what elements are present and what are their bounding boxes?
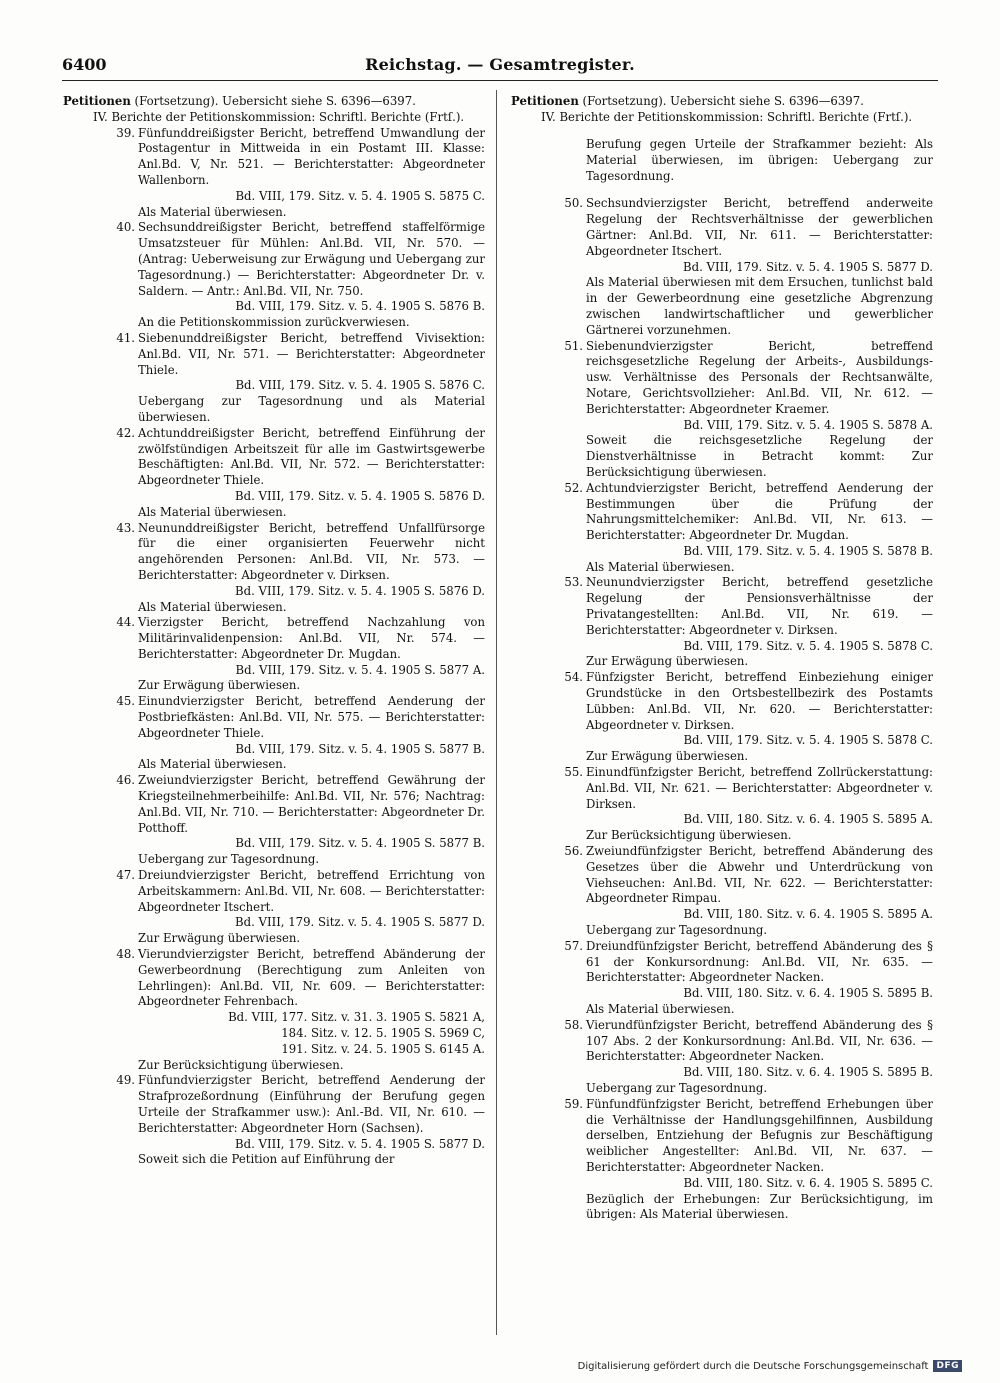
index-entry: [63, 521, 485, 616]
entry-body: [586, 196, 933, 338]
session-reference: Bd. VIII, 180. Sitz. v. 6. 4. 1905 S. 5895 A.: [683, 812, 933, 827]
header-rule: [62, 80, 938, 81]
index-entry: [63, 947, 485, 1073]
entry-text: Sechsunddreißigster Bericht, betreffend staffelförmige Umsatzsteuer für Mühlen: Anl.Bd. VII, Nr. 570. — (Antrag: Ueberweisung zur Erwägung und Uebergang zur Tagesordnung.) — Berichterstatter: Abgeordneter Dr. v. Saldern. — Antr.: Anl.Bd. VII, Nr. 750.: [138, 220, 485, 298]
session-reference: Bd. VIII, 179. Sitz. v. 5. 4. 1905 S. 5878 C.: [683, 638, 933, 653]
section-heading-bold: Petitionen: [511, 94, 579, 108]
index-entry: [511, 844, 933, 939]
session-reference: Bd. VIII, 179. Sitz. v. 5. 4. 1905 S. 5877 B.: [235, 836, 485, 851]
entry-decision: Bezüglich der Erhebungen: Zur Berücksichtigung, im übrigen: Als Material überwiesen.: [586, 1191, 933, 1222]
session-reference: Bd. VIII, 179. Sitz. v. 5. 4. 1905 S. 5878 B.: [683, 543, 933, 558]
entry-body: [138, 521, 485, 616]
entry-decision: Zur Berücksichtigung überwiesen.: [586, 828, 792, 843]
entry-decision: Als Material überwiesen.: [138, 757, 287, 772]
column-divider: [496, 90, 497, 1335]
entry-number: 54.: [564, 670, 583, 685]
index-entry: [511, 670, 933, 765]
entry-text: Sechsundvierzigster Bericht, betreffend anderweite Regelung der Rechtsverhältnisse der gewerblichen Gärtner: Anl.Bd. VII, Nr. 611. — Berichterstatter: Abgeordneter Itschert.: [586, 196, 933, 258]
entry-decision: Uebergang zur Tagesordnung und als Material überwiesen.: [138, 394, 485, 424]
entry-text: Neununddreißigster Bericht, betreffend Unfallfürsorge für die einer organisierten Feuerwehr nicht angehörenden Personen: Anl.Bd. VII, Nr. 573. — Berichterstatter: Abgeordneter v. Dirksen.: [138, 520, 485, 582]
entry-body: [586, 1097, 933, 1223]
entry-decision: Zur Erwägung überwiesen.: [586, 749, 749, 764]
entry-body: [138, 426, 485, 521]
entry-decision: Als Material überwiesen mit dem Ersuchen, tunlichst bald in der Gewerbeordnung eine gesetzliche Abgrenzung zwischen landwirtschaftlicher und gewerblicher Gärtnerei vorzunehmen.: [586, 275, 933, 337]
entry-number: 55.: [564, 765, 583, 780]
session-reference: Bd. VIII, 179. Sitz. v. 5. 4. 1905 S. 5878 A.: [683, 417, 933, 432]
session-reference: Bd. VIII, 179. Sitz. v. 5. 4. 1905 S. 5876 C.: [235, 378, 485, 393]
entry-body: [138, 220, 485, 331]
entry-decision: Als Material überwiesen.: [586, 1002, 735, 1016]
entry-text: Achtunddreißigster Bericht, betreffend Einführung der zwölfstündigen Arbeitszeit für alle im Gastwirtsgewerbe Beschäftigten: Anl.Bd. VII, Nr. 572. — Berichterstatter: Abgeordneter Thiele.: [138, 425, 485, 488]
entry-body: [138, 1073, 485, 1168]
page-number: 6400: [62, 55, 107, 74]
entry-text: Fünfzigster Bericht, betreffend Einbeziehung einiger Grundstücke in den Ortsbestellbezirk des Postamts Lübben: Anl.Bd. VII, Nr. 620. — Berichterstatter: Abgeordneter v. Dirksen.: [586, 670, 933, 732]
index-entry: [511, 1018, 933, 1097]
entry-text: Achtundvierzigster Bericht, betreffend Aenderung der Bestimmungen über die Prüfung der Nahrungsmittelchemiker: Anl.Bd. VII, Nr. 613. — Berichterstatter: Abgeordneter Dr. Mugdan.: [586, 480, 933, 543]
index-entry: [63, 426, 485, 521]
session-reference: Bd. VIII, 179. Sitz. v. 5. 4. 1905 S. 5876 D.: [235, 583, 485, 598]
entry-text: Vierundvierzigster Bericht, betreffend Abänderung der Gewerbeordnung (Berechtigung zum Anleiten von Lehrlingen): Anl.Bd. VII, Nr. 609. — Berichterstatter: Abgeordneter Fehrenbach.: [138, 947, 485, 1009]
entry-number: 59.: [564, 1096, 583, 1111]
index-entry: [63, 868, 485, 947]
entry-decision: Soweit die reichsgesetzliche Regelung der Dienstverhältnisse in Betracht kommt: Zur Berücksichtigung überwiesen.: [586, 433, 933, 479]
entry-body: [138, 694, 485, 773]
entry-number: 46.: [116, 773, 135, 788]
entry-body: [138, 773, 485, 868]
index-entry: [63, 694, 485, 773]
entry-decision: Soweit sich die Petition auf Einführung der: [138, 1152, 395, 1167]
session-reference: Bd. VIII, 179. Sitz. v. 5. 4. 1905 S. 5877 A.: [235, 662, 485, 677]
entry-number: 57.: [564, 938, 583, 953]
entry-decision: An die Petitionskommission zurückverwiesen.: [138, 315, 410, 330]
entry-number: 50.: [564, 196, 583, 211]
dfg-logo: DFG: [933, 1360, 962, 1372]
entry-number: 47.: [116, 868, 135, 883]
index-entry: [511, 1097, 933, 1223]
index-entry: [63, 126, 485, 221]
entry-body: [586, 481, 933, 576]
session-reference: Bd. VIII, 180. Sitz. v. 6. 4. 1905 S. 5895 A.: [683, 907, 933, 922]
entry-body: [138, 947, 485, 1073]
entry-number: 52.: [564, 480, 583, 495]
session-reference: Bd. VIII, 179. Sitz. v. 5. 4. 1905 S. 5877 B.: [235, 741, 485, 756]
entry-decision: Zur Erwägung überwiesen.: [138, 678, 301, 693]
entry-list: [511, 196, 933, 1223]
session-reference: Bd. VIII, 180. Sitz. v. 6. 4. 1905 S. 5895 B.: [683, 986, 933, 1001]
entry-body: [138, 615, 485, 694]
entry-number: 48.: [116, 947, 135, 962]
entry-number: 45.: [116, 694, 135, 709]
entry-decision: Als Material überwiesen.: [138, 599, 287, 614]
entry-body: [586, 339, 933, 481]
session-reference: Bd. VIII, 179. Sitz. v. 5. 4. 1905 S. 5877 D.: [683, 259, 933, 274]
entry-number: 42.: [116, 425, 135, 440]
entry-number: 56.: [564, 844, 583, 859]
entry-decision: Als Material überwiesen.: [138, 204, 287, 219]
section-heading-rest: (Fortsetzung). Uebersicht siehe S. 6396—6397.: [130, 94, 416, 108]
running-title: Reichstag. — Gesamtregister.: [365, 55, 635, 74]
entry-text: Siebenundvierzigster Bericht, betreffend reichsgesetzliche Regelung der Arbeits-, Ausbildungs- usw. Verhältnisse des Personals der Rechtsanwälte, Notare, Gerichtsvollzieher: Anl.Bd. VII, Nr. 612. — Berichterstatter: Abgeordneter Kraemer.: [586, 338, 933, 416]
entry-decision: Uebergang zur Tagesordnung.: [586, 923, 768, 938]
entry-number: 53.: [564, 575, 583, 590]
session-reference: Bd. VIII, 179. Sitz. v. 5. 4. 1905 S. 5877 D.: [235, 915, 485, 930]
session-reference: Bd. VIII, 179. Sitz. v. 5. 4. 1905 S. 5878 C.: [683, 733, 933, 748]
entry-text: Zweiundvierzigster Bericht, betreffend Gewährung der Kriegsteilnehmerbeihilfe: Anl.Bd. VII, Nr. 576; Nachtrag: Anl.Bd. VII, Nr. 710. — Berichterstatter: Abgeordneter Dr. Potthoff.: [138, 773, 485, 835]
session-reference: 184. Sitz. v. 12. 5. 1905 S. 5969 C,: [281, 1026, 485, 1041]
continuation-text: Berufung gegen Urteile der Strafkammer bezieht: Als Material überwiesen, im übrigen: Uebergang zur Tagesordnung.: [586, 137, 933, 183]
entry-text: Dreiundvierzigster Bericht, betreffend Errichtung von Arbeitskammern: Anl.Bd. VII, Nr. 608. — Berichterstatter: Abgeordneter Itschert.: [138, 868, 485, 914]
entry-text: Fünfundfünfzigster Bericht, betreffend Erhebungen über die Verhältnisse der Handlungsgehilfinnen, Ausbildung derselben, Entziehung der Befugnis zur Beschäftigung weiblicher Angestellter: Anl.Bd. VII, Nr. 637. — Berichterstatter: Abgeordneter Nacken.: [586, 1096, 933, 1174]
index-entry: [511, 339, 933, 481]
session-reference: Bd. VIII, 179. Sitz. v. 5. 4. 1905 S. 5877 D.: [235, 1136, 485, 1151]
index-entry: [63, 1073, 485, 1168]
section-heading: [511, 94, 933, 110]
entry-decision: Uebergang zur Tagesordnung.: [586, 1080, 768, 1095]
entry-number: 51.: [564, 338, 583, 353]
footer: [578, 1360, 962, 1372]
entry-body: [586, 939, 933, 1018]
entry-text: Zweiundfünfzigster Bericht, betreffend Abänderung des Gesetzes über die Abwehr und Unterdrückung von Viehseuchen: Anl.Bd. VII, Nr. 622. — Berichterstatter: Abgeordneter Rimpau.: [586, 844, 933, 906]
entry-text: Einundfünfzigster Bericht, betreffend Zollrückerstattung: Anl.Bd. VII, Nr. 621. — Berichterstatter: Abgeordneter v. Dirksen.: [586, 765, 933, 811]
entry-list: [63, 126, 485, 1169]
entry-number: 44.: [116, 615, 135, 630]
entry-body: [586, 765, 933, 844]
index-entry: [63, 331, 485, 426]
section-heading-bold: Petitionen: [63, 94, 131, 108]
entry-text: Einundvierzigster Bericht, betreffend Aenderung der Postbriefkästen: Anl.Bd. VII, Nr. 575. — Berichterstatter: Abgeordneter Thiele.: [138, 694, 485, 740]
session-reference: Bd. VIII, 180. Sitz. v. 6. 4. 1905 S. 5895 B.: [683, 1065, 933, 1080]
session-reference: 191. Sitz. v. 24. 5. 1905 S. 6145 A.: [281, 1041, 485, 1056]
entry-body: [138, 126, 485, 221]
session-reference: Bd. VIII, 179. Sitz. v. 5. 4. 1905 S. 5876 B.: [235, 299, 485, 314]
entry-number: 58.: [564, 1017, 583, 1032]
entry-number: 49.: [116, 1073, 135, 1088]
entry-number: 43.: [116, 520, 135, 535]
entry-number: 39.: [116, 125, 135, 140]
entry-body: [586, 1018, 933, 1097]
entry-text: Vierzigster Bericht, betreffend Nachzahlung von Militärinvalidenpension: Anl.Bd. VII, Nr. 574. — Berichterstatter: Abgeordneter Dr. Mugdan.: [138, 615, 485, 661]
session-reference: Bd. VIII, 179. Sitz. v. 5. 4. 1905 S. 5876 D.: [235, 488, 485, 503]
entry-body: [586, 844, 933, 939]
right-column: [511, 94, 933, 1223]
index-entry: [511, 196, 933, 338]
entry-decision: Zur Erwägung überwiesen.: [586, 654, 749, 669]
index-entry: [511, 481, 933, 576]
entry-number: 40.: [116, 220, 135, 235]
entry-text: Fünfunddreißigster Bericht, betreffend Umwandlung der Postagentur in Mittweida in ein Postamt III. Klasse: Anl.Bd. V, Nr. 521. — Berichterstatter: Abgeordneter Wallenborn.: [138, 125, 485, 187]
entry-text: Dreiundfünfzigster Bericht, betreffend Abänderung des § 61 der Konkursordnung: Anl.Bd. VII, Nr. 635. — Berichterstatter: Abgeordneter Nacken.: [586, 938, 933, 985]
entry-decision: Als Material überwiesen.: [138, 504, 287, 519]
entry-body: [586, 575, 933, 670]
left-column: [63, 94, 485, 1168]
entry-decision: Zur Berücksichtigung überwiesen.: [138, 1057, 344, 1072]
entry-text: Fünfundvierzigster Bericht, betreffend Aenderung der Strafprozeßordnung (Einführung der Berufung gegen Urteile der Strafkammer usw.): Anl.-Bd. VII, Nr. 610. — Berichterstatter: Abgeordneter Horn (Sachsen).: [138, 1073, 485, 1135]
entry-text: Neunundvierzigster Bericht, betreffend gesetzliche Regelung der Pensionsverhältnisse der Privatangestellten: Anl.Bd. VII, Nr. 619. — Berichterstatter: Abgeordneter v. Dirksen.: [586, 575, 933, 637]
index-entry: [63, 615, 485, 694]
footer-text: Digitalisierung gefördert durch die Deutsche Forschungsgemeinschaft: [577, 1360, 929, 1372]
session-reference: Bd. VIII, 180. Sitz. v. 6. 4. 1905 S. 5895 C.: [683, 1175, 933, 1190]
entry-text: Vierundfünfzigster Bericht, betreffend Abänderung des § 107 Abs. 2 der Konkursordnung: Anl.Bd. VII, Nr. 636. — Berichterstatter: Abgeordneter Nacken.: [586, 1017, 933, 1064]
session-reference: Bd. VIII, 179. Sitz. v. 5. 4. 1905 S. 5875 C.: [235, 188, 485, 203]
section-heading: [63, 94, 485, 110]
section-heading-rest: (Fortsetzung). Uebersicht siehe S. 6396—6397.: [578, 94, 864, 108]
entry-decision: Uebergang zur Tagesordnung.: [138, 852, 320, 867]
section-subheading: IV. Berichte der Petitionskommission: Schriftl. Berichte (Frtſ.).: [541, 109, 913, 124]
section-subheading: IV. Berichte der Petitionskommission: Schriftl. Berichte (Frtſ.).: [93, 109, 465, 124]
entry-body: [586, 670, 933, 765]
entry-body: [138, 331, 485, 426]
entry-text: Siebenunddreißigster Bericht, betreffend Vivisektion: Anl.Bd. VII, Nr. 571. — Berichterstatter: Abgeordneter Thiele.: [138, 330, 485, 377]
entry-number: 41.: [116, 330, 135, 345]
index-entry: [511, 575, 933, 670]
index-entry: [63, 773, 485, 868]
session-reference: Bd. VIII, 177. Sitz. v. 31. 3. 1905 S. 5821 A,: [228, 1010, 485, 1025]
index-entry: [511, 765, 933, 844]
entry-body: [138, 868, 485, 947]
entry-decision: Zur Erwägung überwiesen.: [138, 931, 301, 946]
entry-decision: Als Material überwiesen.: [586, 559, 735, 574]
index-entry: [63, 220, 485, 331]
index-entry: [511, 939, 933, 1018]
